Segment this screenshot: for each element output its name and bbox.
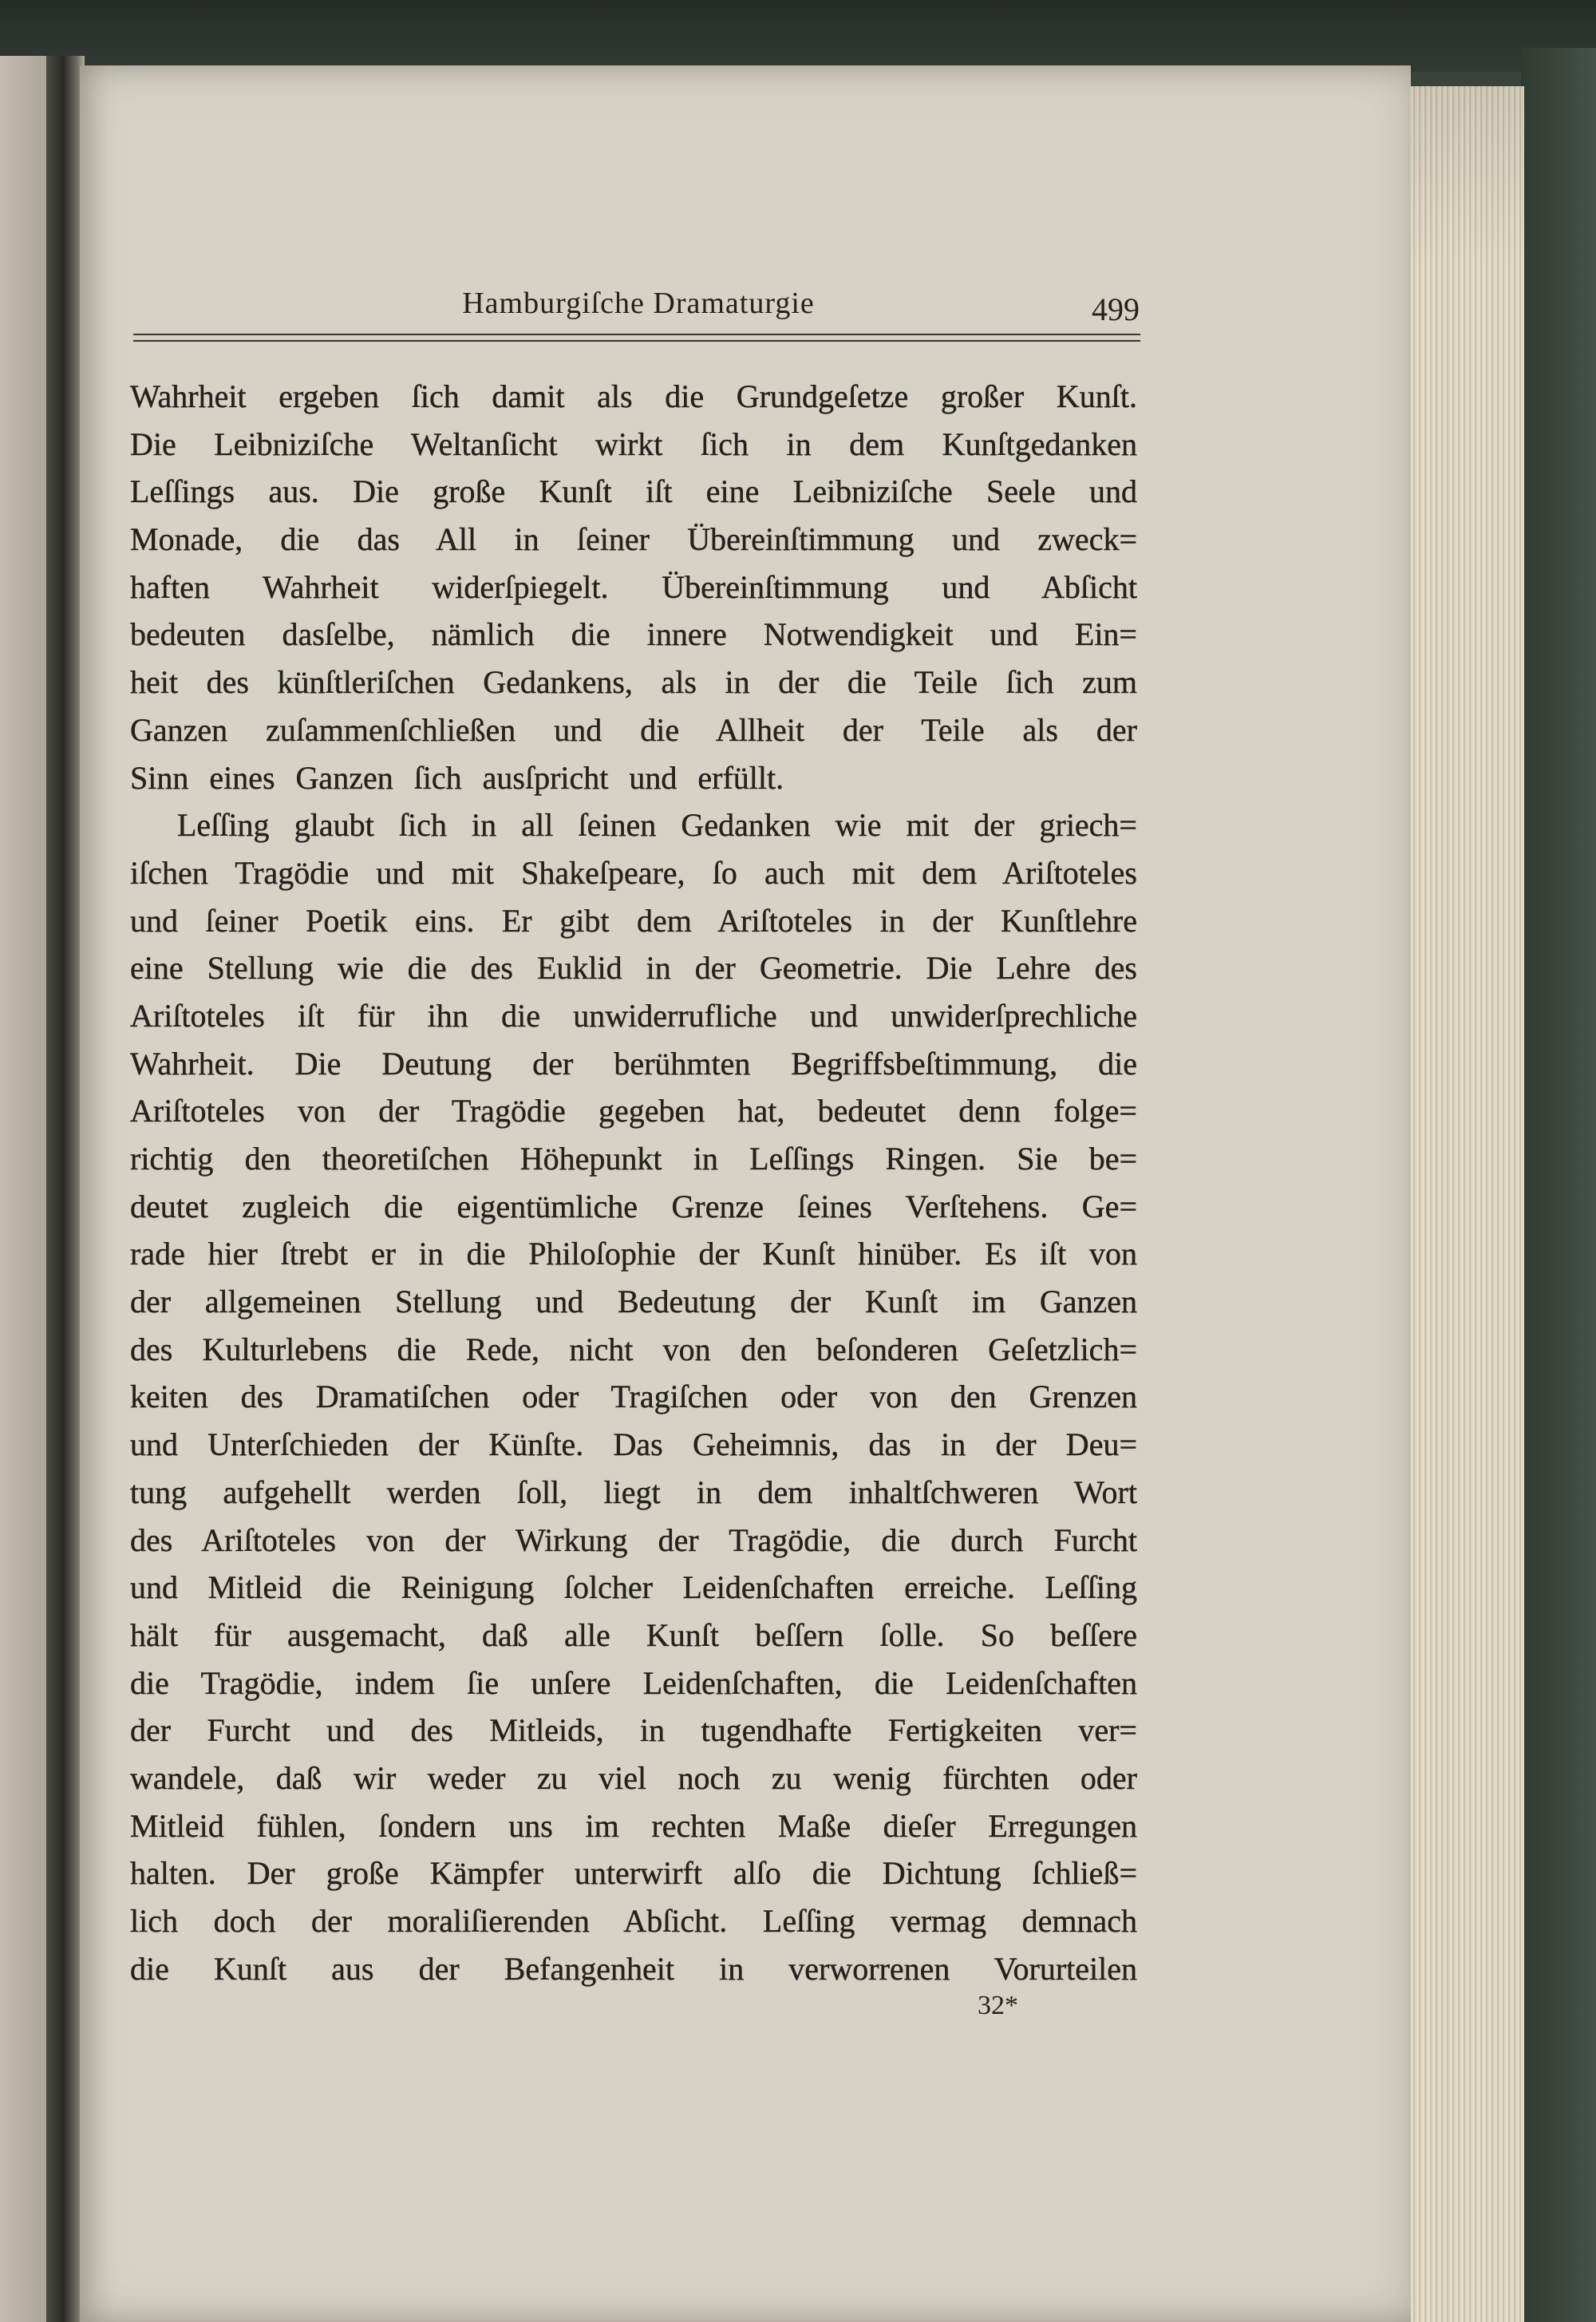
text-line: iſchen Tragödie und mit Shakeſpeare, ſo auch mit dem Ariſtoteles xyxy=(130,854,1137,891)
text-line: die Kunſt aus der Befangenheit in verworrenen Vorurteilen xyxy=(130,1950,1137,1987)
text-line: deutet zugleich die eigentümliche Grenze ſeines Verſtehens. Ge= xyxy=(130,1188,1137,1224)
header-rule xyxy=(133,334,1140,342)
paragraph xyxy=(130,801,1137,1992)
text-line: des Kulturlebens die Rede, nicht von den beſonderen Geſetzlich= xyxy=(130,1331,1137,1367)
text-line: Die Leibniziſche Weltanſicht wirkt ſich in dem Kunſtgedanken xyxy=(130,425,1137,462)
text-line: Wahrheit. Die Deutung der berühmten Begriffsbeſtimmung, die xyxy=(130,1045,1137,1082)
text-line: Ariſtoteles von der Tragödie gegeben hat, bedeutet denn folge= xyxy=(130,1093,1137,1129)
text-line: Mitleid fühlen, ſondern uns im rechten Maße dieſer Erregungen xyxy=(130,1807,1137,1844)
text-line: Sinn eines Ganzen ſich ausſpricht und erfüllt. xyxy=(130,759,784,796)
text-line: richtig den theoretiſchen Höhepunkt in Leſſings Ringen. Sie be= xyxy=(130,1141,1137,1177)
text-line: Ariſtoteles iſt für ihn die unwiderrufliche und unwiderſprechliche xyxy=(130,997,1137,1034)
text-line: der Furcht und des Mitleids, in tugendhafte Fertigkeiten ver= xyxy=(130,1712,1137,1749)
text-line: und Mitleid die Reinigung ſolcher Leidenſchaften erreiche. Leſſing xyxy=(130,1569,1137,1606)
text-line: eine Stellung wie die des Euklid in der Geometrie. Die Lehre des xyxy=(130,950,1137,987)
text-line: Wahrheit ergeben ſich damit als die Grundgeſetze großer Kunſt. xyxy=(130,378,1137,414)
text-line: Leſſings aus. Die große Kunſt iſt eine Leibniziſche Seele und xyxy=(130,473,1137,510)
signature-mark: 32* xyxy=(978,1991,1018,2020)
text-line: Leſſing glaubt ſich in all ſeinen Gedanken wie mit der griech= xyxy=(177,807,1137,844)
page-number: 499 xyxy=(1092,291,1140,327)
text-line: lich doch der moraliſierenden Abſicht. Leſſing vermag demnach xyxy=(130,1903,1137,1939)
text-line: rade hier ſtrebt er in die Philoſophie der Kunſt hinüber. Es iſt von xyxy=(130,1236,1137,1272)
page-fore-edge xyxy=(1409,86,1524,2322)
text-line: heit des künſtleriſchen Gedankens, als in der die Teile ſich zum xyxy=(130,664,1137,701)
text-line: keiten des Dramatiſchen oder Tragiſchen oder von den Grenzen xyxy=(130,1379,1137,1415)
text-line: halten. Der große Kämpfer unterwirft alſo die Dichtung ſchließ= xyxy=(130,1855,1137,1892)
text-line: tung aufgehellt werden ſoll, liegt in dem inhaltſchweren Wort xyxy=(130,1474,1137,1510)
text-line: bedeuten dasſelbe, nämlich die innere Notwendigkeit und Ein= xyxy=(130,616,1137,653)
book-cover-top xyxy=(0,0,1596,72)
running-title: Hamburgiſche Dramaturgie xyxy=(462,287,815,320)
body-text xyxy=(130,373,1137,1992)
text-line: hält für ausgemacht, daß alle Kunſt beſſern ſolle. So beſſere xyxy=(130,1616,1137,1653)
book-cover-right xyxy=(1521,48,1596,2322)
text-line: des Ariſtoteles von der Wirkung der Tragödie, die durch Furcht xyxy=(130,1521,1137,1558)
text-line: der allgemeinen Stellung und Bedeutung der Kunſt im Ganzen xyxy=(130,1284,1137,1320)
text-line: Monade, die das All in ſeiner Übereinſtimmung und zweck= xyxy=(130,521,1137,558)
text-line: Ganzen zuſammenſchließen und die Allheit der Teile als der xyxy=(130,711,1137,748)
text-line: und Unterſchieden der Künſte. Das Geheimnis, das in der Deu= xyxy=(130,1426,1137,1463)
previous-page-edge xyxy=(0,56,49,2322)
text-line: wandele, daß wir weder zu viel noch zu wenig fürchten oder xyxy=(130,1759,1137,1796)
text-line: die Tragödie, indem ſie unſere Leidenſchaften, die Leidenſchaften xyxy=(130,1664,1137,1701)
book-gutter xyxy=(46,56,85,2322)
paragraph xyxy=(130,373,1137,801)
text-line: und ſeiner Poetik eins. Er gibt dem Ariſtoteles in der Kunſtlehre xyxy=(130,902,1137,939)
text-line: haften Wahrheit widerſpiegelt. Übereinſtimmung und Abſicht xyxy=(130,568,1137,605)
